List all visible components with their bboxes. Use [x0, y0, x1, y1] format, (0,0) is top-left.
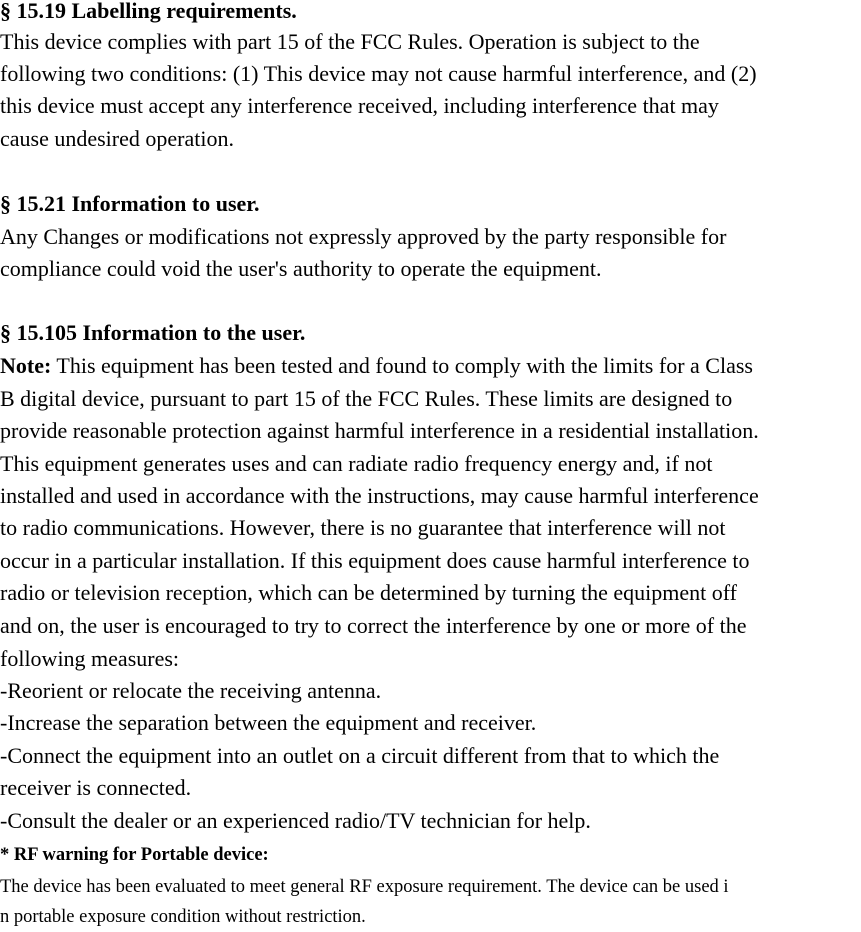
paragraph-line: compliance could void the user's authority to operate the equipment. [0, 256, 602, 281]
measure-item: -Connect the equipment into an outlet on a circuit different from that to which the [0, 743, 720, 768]
paragraph-line: B digital device, pursuant to part 15 of the FCC Rules. These limits are designed to [0, 386, 733, 411]
rf-warning-heading: * RF warning for Portable device: [0, 845, 269, 865]
paragraph-line: This equipment has been tested and found to comply with the limits for a Class [51, 353, 753, 378]
paragraph-line: Any Changes or modifications not expressly approved by the party responsible for [0, 224, 727, 249]
paragraph-line: This device complies with part 15 of the FCC Rules. Operation is subject to the [0, 29, 700, 54]
paragraph-line: occur in a particular installation. If this equipment does cause harmful interference to [0, 548, 750, 573]
paragraph-line: this device must accept any interference received, including interference that may [0, 93, 719, 118]
paragraph-line: n portable exposure condition without restriction. [0, 907, 366, 927]
measure-item-continued: receiver is connected. [0, 775, 192, 800]
paragraph-line: cause undesired operation. [0, 126, 234, 151]
paragraph-line: to radio communications. However, there is no guarantee that interference will not [0, 515, 726, 540]
paragraph-line: following two conditions: (1) This device may not cause harmful interference, and (2) [0, 61, 757, 86]
paragraph-line: and on, the user is encouraged to try to correct the interference by one or more of the [0, 613, 747, 638]
section-heading-15-19: § 15.19 Labelling requirements. [0, 0, 297, 23]
note-paragraph-first-line [0, 350, 753, 382]
paragraph-line: following measures: [0, 646, 180, 671]
section-heading-15-105: § 15.105 Information to the user. [0, 320, 306, 345]
paragraph-line: radio or television reception, which can be determined by turning the equipment off [0, 580, 737, 605]
paragraph-line: installed and used in accordance with the instructions, may cause harmful interference [0, 483, 759, 508]
paragraph-line: This equipment generates uses and can radiate radio frequency energy and, if not [0, 451, 713, 476]
measure-item: -Consult the dealer or an experienced radio/TV technician for help. [0, 808, 591, 833]
section-heading-15-21: § 15.21 Information to user. [0, 191, 260, 216]
measure-item: -Reorient or relocate the receiving antenna. [0, 678, 382, 703]
paragraph-line: The device has been evaluated to meet general RF exposure requirement. The device can be used i [0, 877, 729, 897]
measure-item: -Increase the separation between the equipment and receiver. [0, 710, 537, 735]
note-label: Note: [0, 353, 52, 378]
paragraph-line: provide reasonable protection against harmful interference in a residential installation. [0, 418, 759, 443]
